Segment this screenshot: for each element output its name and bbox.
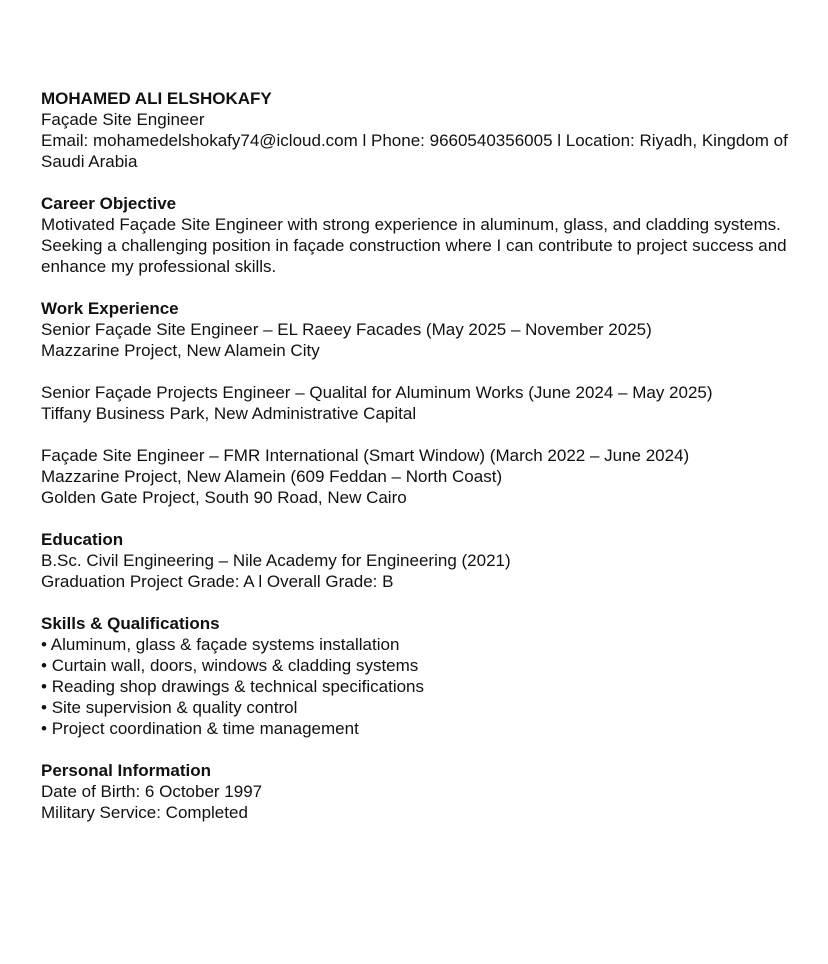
skill-item: • Aluminum, glass & façade systems installation: [41, 634, 821, 655]
objective-line: Motivated Façade Site Engineer with strong experience in aluminum, glass, and cladding systems.: [41, 215, 781, 234]
education-degree: B.Sc. Civil Engineering – Nile Academy for Engineering (2021): [41, 551, 511, 570]
section-heading-work-experience: Work Experience: [41, 299, 179, 318]
skill-item: • Project coordination & time management: [41, 718, 821, 739]
spacer: [41, 424, 821, 445]
job-entry: [41, 445, 821, 508]
job-project: Mazzarine Project, New Alamein (609 Feddan – North Coast): [41, 467, 503, 486]
section-heading-education: Education: [41, 530, 124, 549]
job-entry: [41, 319, 821, 361]
resume-page: [41, 88, 821, 823]
section-heading-career-objective: Career Objective: [41, 194, 177, 213]
spacer: [41, 739, 821, 760]
skill-item: • Reading shop drawings & technical specifications: [41, 676, 821, 697]
education-grades: Graduation Project Grade: A l Overall Grade: B: [41, 572, 394, 591]
date-of-birth: Date of Birth: 6 October 1997: [41, 782, 263, 801]
contact-line: Email: mohamedelshokafy74@icloud.com l Phone: 9660540356005 l Location: Riyadh, Kingdom of: [41, 131, 788, 150]
military-service: Military Service: Completed: [41, 803, 248, 822]
objective-line: Seeking a challenging position in façade construction where I can contribute to project success and: [41, 236, 787, 255]
skill-item: • Curtain wall, doors, windows & cladding systems: [41, 655, 821, 676]
candidate-name: MOHAMED ALI ELSHOKAFY: [41, 89, 272, 108]
job-entry: [41, 382, 821, 424]
job-role: Senior Façade Site Engineer – EL Raeey Facades (May 2025 – November 2025): [41, 320, 652, 339]
job-role: Senior Façade Projects Engineer – Qualital for Aluminum Works (June 2024 – May 2025): [41, 383, 713, 402]
spacer: [41, 361, 821, 382]
skill-item: • Site supervision & quality control: [41, 697, 821, 718]
section-heading-personal-info: Personal Information: [41, 761, 212, 780]
contact-line-continued: Saudi Arabia: [41, 152, 138, 171]
spacer: [41, 508, 821, 529]
spacer: [41, 277, 821, 298]
section-heading-skills: Skills & Qualifications: [41, 614, 220, 633]
spacer: [41, 172, 821, 193]
spacer: [41, 592, 821, 613]
job-project: Mazzarine Project, New Alamein City: [41, 341, 320, 360]
candidate-title: Façade Site Engineer: [41, 110, 205, 129]
objective-line: enhance my professional skills.: [41, 257, 277, 276]
job-role: Façade Site Engineer – FMR International (Smart Window) (March 2022 – June 2024): [41, 446, 690, 465]
job-project: Golden Gate Project, South 90 Road, New Cairo: [41, 488, 407, 507]
job-project: Tiffany Business Park, New Administrative Capital: [41, 404, 417, 423]
